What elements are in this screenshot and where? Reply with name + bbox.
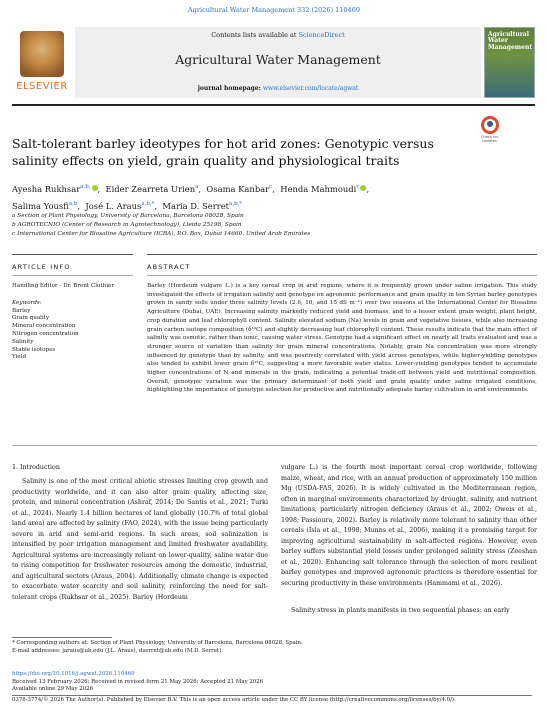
journal-reference[interactable]: Agricultural Water Management 332 (2026) 110469 — [188, 6, 360, 14]
banner-divider — [12, 104, 535, 106]
abstract-heading: ABSTRACT — [147, 263, 191, 271]
section-heading: 1. Introduction — [12, 464, 60, 471]
author-name[interactable]: Ayesha Rukhsar — [12, 183, 81, 194]
body-paragraph: vulgare L.) is the fourth most important cereal crop worldwide, following maize, wheat, and rice, with an annual production of approximately 150 million Mg (USDA-FAS, 2026). It is widely cultivated in the Mediterranean region, often in marginal environments characterized by drought, salinity, and nutrient limitations, particularly nitrogen deficiency (Araus et al., 2002; Oweis et al., 1998; Passioura, 2002). Barley is relatively more tolerant to salinity than other cereals (Isla et al., 1998; Munns et al., 2006), making it a promising target for improving agricultural sustainability in salt-affected regions. However, even barley suffers substantial yield losses under prolonged salinity stress (Zeeshan et al., 2020). Enhancing salt tolerance through the selection of more resilient barley genotypes and improved agronomic practices is therefore essential for securing productivity in these environments (Hammami et al., 2026). — [281, 464, 537, 587]
footnote-divider — [12, 637, 112, 638]
journal-cover-thumbnail[interactable] — [484, 27, 535, 98]
homepage-link[interactable]: www.elsevier.com/locate/agwat — [262, 85, 359, 92]
homepage-line: journal homepage: www.elsevier.com/locate/agwat — [197, 85, 359, 92]
keyword: Barley — [12, 307, 31, 314]
divider — [12, 445, 537, 446]
body-paragraph: Salinity stress in plants manifests in two sequential phases: an early — [291, 607, 510, 614]
keyword: Yield — [12, 354, 27, 361]
check-updates-label: Check for updates — [480, 135, 499, 143]
keywords-label: Keywords: — [12, 299, 42, 306]
divider — [147, 275, 537, 276]
article-history — [12, 671, 532, 705]
journal-banner — [12, 27, 535, 104]
corresponding-authors: * Corresponding authors at: Section of Plant Physiology, University of Barcelona, Barcelona 08028, Spain. — [12, 640, 303, 646]
email-addresses[interactable]: E-mail addresses: jaraus@ub.edu (J.L. Araus), dserret@ub.edu (M.D. Serret). — [12, 647, 223, 654]
article-info — [12, 283, 132, 362]
tree-logo-icon — [20, 31, 64, 77]
author-name[interactable]: Osama Kanbar — [206, 183, 270, 194]
author-name[interactable]: Henda Mahmoudi — [280, 183, 357, 194]
author-list: Ayesha Rukhsar$^{a,b,}$ , Eider Zearreta Urien$^a$, Osama Kanbar$^c$, Henda Mahmoudi$^c$ , Salima Yousfi$^{a,b}$, José L. Araus$^{a,b,*}$, Maria D. Serret$^{a,b,*}$ — [12, 183, 370, 211]
divider — [12, 254, 133, 255]
keyword: Mineral concentration — [12, 323, 76, 330]
check-updates-icon — [481, 116, 499, 134]
sciencedirect-link[interactable]: ScienceDirect — [298, 31, 345, 39]
author-name[interactable]: Maria D. Serret — [162, 200, 230, 211]
orcid-icon[interactable] — [360, 185, 366, 191]
article-info-heading: ARTICLE INFO — [12, 263, 71, 271]
cover-title: Agricultural Water Management — [488, 31, 533, 51]
author-name[interactable]: Eider Zearreta Urien — [105, 183, 196, 194]
affiliation: c International Center for Biosaline Agriculture (ICBA), P.O. Box, Dubai 14660, United Arab Emirates — [12, 231, 311, 237]
article-title: Salt-tolerant barley ideotypes for hot arid zones: Genotypic versus salinity effects on yield, grain quality and physiological traits — [12, 136, 434, 168]
keyword: Nitrogen concentration — [12, 330, 79, 337]
banner-center — [75, 27, 481, 98]
affiliation: a Section of Plant Physiology, University of Barcelona, Barcelona 08028, Spain — [12, 213, 244, 219]
keyword: Salinity — [12, 338, 34, 345]
affiliation: b AGROTECNIO (Center of Research in Agrotechnology), Lleida 25198, Spain — [12, 222, 242, 228]
received-dates: Received 13 February 2026; Received in revised form 21 May 2026; Accepted 21 May 2026 — [12, 678, 264, 685]
license-statement[interactable]: 0378-3774/© 2026 The Author(s). Published by Elsevier B.V. This is an open access article under the CC BY license (http://creativecommons.org/licenses/by/4.0/). — [12, 697, 456, 704]
doi-link[interactable]: https://doi.org/10.1016/j.agwat.2026.110469 — [12, 671, 135, 677]
divider — [12, 695, 532, 696]
contents-line: Contents lists available at ScienceDirect — [211, 31, 345, 39]
author-name[interactable]: José L. Araus — [85, 200, 142, 211]
journal-title: Agricultural Water Management — [175, 52, 381, 67]
handling-editor: Handling Editor - Dr. Brent Clothier — [12, 283, 115, 289]
divider — [12, 275, 133, 276]
keyword: Grain quality — [12, 315, 50, 322]
publisher-wordmark: ELSEVIER — [16, 81, 68, 92]
elsevier-logo[interactable] — [12, 27, 72, 98]
abstract-text: Barley (Hordeum vulgare L.) is a key cereal crop in arid regions, where it is frequently grown under saline irrigation. This study investigated the effects of irrigation salinity and genotype on agronomic performance and grain quality in ten Syrian barley genotypes grown in sandy soils under three salinity levels (2.6, 10, and 15 dS m⁻¹) over two seasons at the International Center for Biosaline Agriculture (Dubai, UAE). Increasing salinity markedly reduced yield and biomass, and to a lesser extent grain weight, plant height, crop duration and leaf chlorophyll content. Salinity elevated sodium (Na) levels in grain and vegetative tissues, while also increasing grain carbon isotope composition (δ¹³C) and slightly decreasing leaf chlorophyll content. These results indicate that the main effect of salinity was osmotic, rather than ionic, causing water stress. Genotype had a significant effect on nearly all traits evaluated and was a stronger source of variation than salinity for grain mineral concentrations. Notably, grain Na concentration was more strongly influenced by genotype than by salinity, and was positively correlated with yield across genotypes, while higher-yielding genotypes also tended to exhibit lower grain δ¹³C, suggesting a more favorable water status. Lower-yielding genotypes tended to accumulate higher concentrations of N and minerals in the grain, indicating a potential trade-off between yield and nutritional composition. Overall, genotypic variation was the primary determinant of both yield and grain quality under saline irrigated conditions, highlighting the importance of genotype selection for productive and nutritionally adequate barley cultivation in arid environments. — [147, 283, 537, 394]
author-name[interactable]: Salima Yousfi — [12, 200, 69, 211]
keyword: Stable isotopes — [12, 346, 56, 353]
check-for-updates-button[interactable] — [477, 116, 502, 148]
orcid-icon[interactable] — [92, 185, 98, 191]
corresponding-footnote — [12, 640, 532, 655]
body-paragraph: Salinity is one of the most critical abiotic stresses limiting crop growth and productivity worldwide, and it can also alter grain quality, affecting size, protein, and mineral concentration (Ashraf, 2014; De Santis et al., 2021; Turki et al., 2024). Nearly 1.4 billion hectares of land globally (10.7% of total global land area) are affected by salinity (FAO, 2024), with the issue being particularly severe in arid and semi-arid regions. In such areas, soil salinization is intensified by poor irrigation management and limited freshwater availability. Agricultural systems are increasingly reliant on lower-quality, saline water due to rising competition for freshwater resources among the domestic, industrial, and agricultural sectors (Araus, 2004). Additionally, climate change is expected to exacerbate water scarcity and soil salinity, reinforcing the need for salt-tolerant crops (Rukhsar et al., 2025). Barley (Hordeum — [12, 478, 268, 601]
available-online: Available online 29 May 2026 — [12, 686, 93, 693]
divider — [147, 254, 537, 255]
